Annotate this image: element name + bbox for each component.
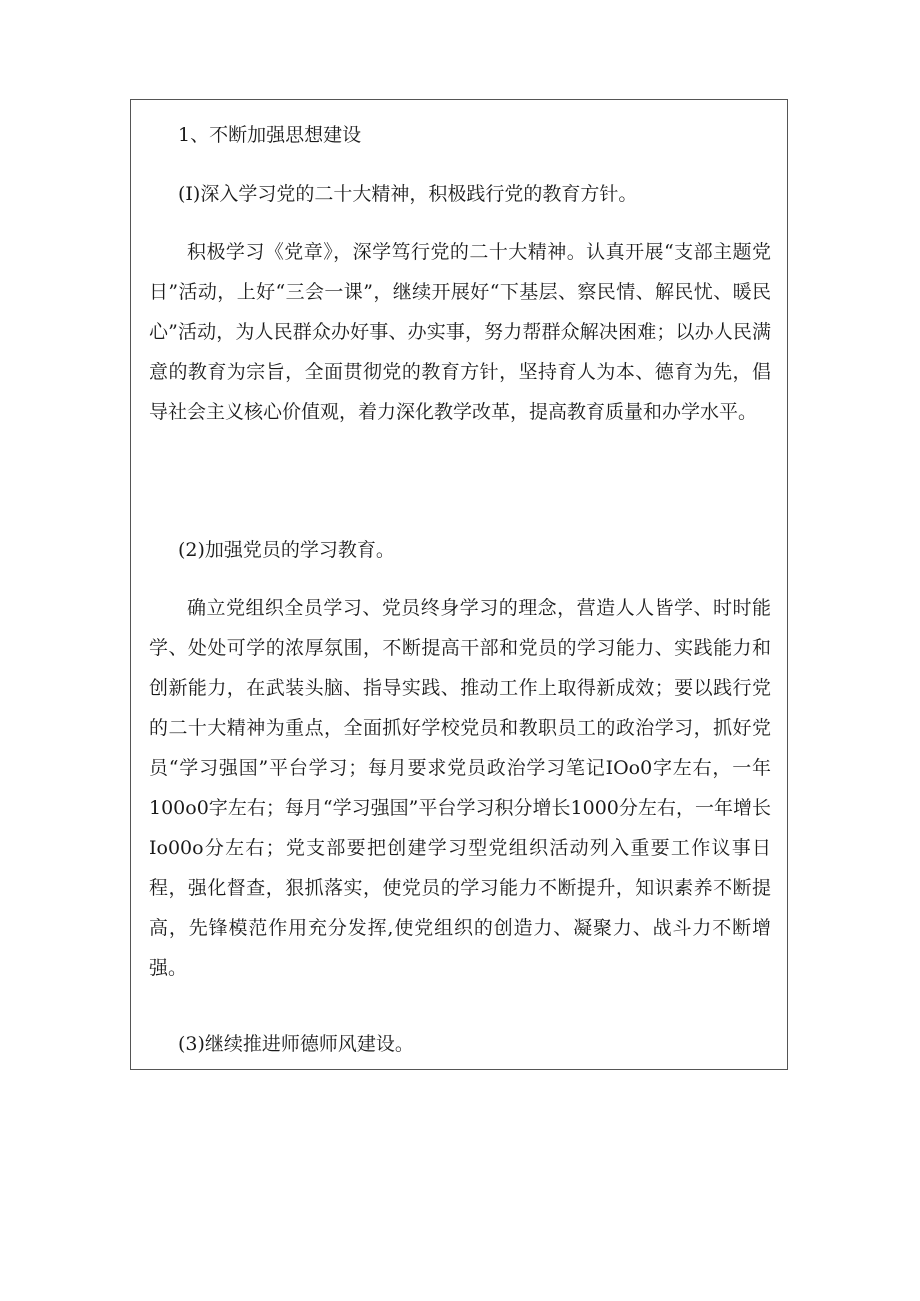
subsection-heading-3: (3)继续推进师德师风建设。 bbox=[178, 1033, 414, 1055]
paragraph-1: 积极学习《党章》，深学笃行党的二十大精神。认真开展“支部主题党日”活动，上好“三会一课”，继续开展好“下基层、察民情、解民忧、暖民心”活动，为人民群众办好事、办实事，努力帮群众解决困难；以办人民满意的教育为宗旨，全面贯彻党的教育方针，坚持育人为本、德育为先，倡导社会主义核心价值观，着力深化教学改革，提高教育质量和办学水平。 bbox=[149, 241, 771, 423]
section-heading: 1、不断加强思想建设 bbox=[178, 124, 362, 146]
document-frame bbox=[130, 99, 788, 1070]
paragraph-2: 确立党组织全员学习、党员终身学习的理念，营造人人皆学、时时能学、处处可学的浓厚氛围，不断提高干部和党员的学习能力、实践能力和创新能力，在武装头脑、指导实践、推动工作上取得新成效；要以践行党的二十大精神为重点，全面抓好学校党员和教职员工的政治学习，抓好党员“学习强国”平台学习；每月要求党员政治学习笔记IOo0字左右，一年100o0字左右；每月“学习强国”平台学习积分增长1000分左右，一年增长Io00o分左右；党支部要把创建学习型党组织活动列入重要工作议事日程，强化督查，狠抓落实，使党员的学习能力不断提升，知识素养不断提高，先锋模范作用充分发挥,使党组织的创造力、凝聚力、战斗力不断增强。 bbox=[149, 597, 771, 979]
subsection-heading-2: (2)加强党员的学习教育。 bbox=[178, 539, 395, 561]
subsection-heading-1: (I)深入学习党的二十大精神，积极践行党的教育方针。 bbox=[178, 183, 638, 205]
